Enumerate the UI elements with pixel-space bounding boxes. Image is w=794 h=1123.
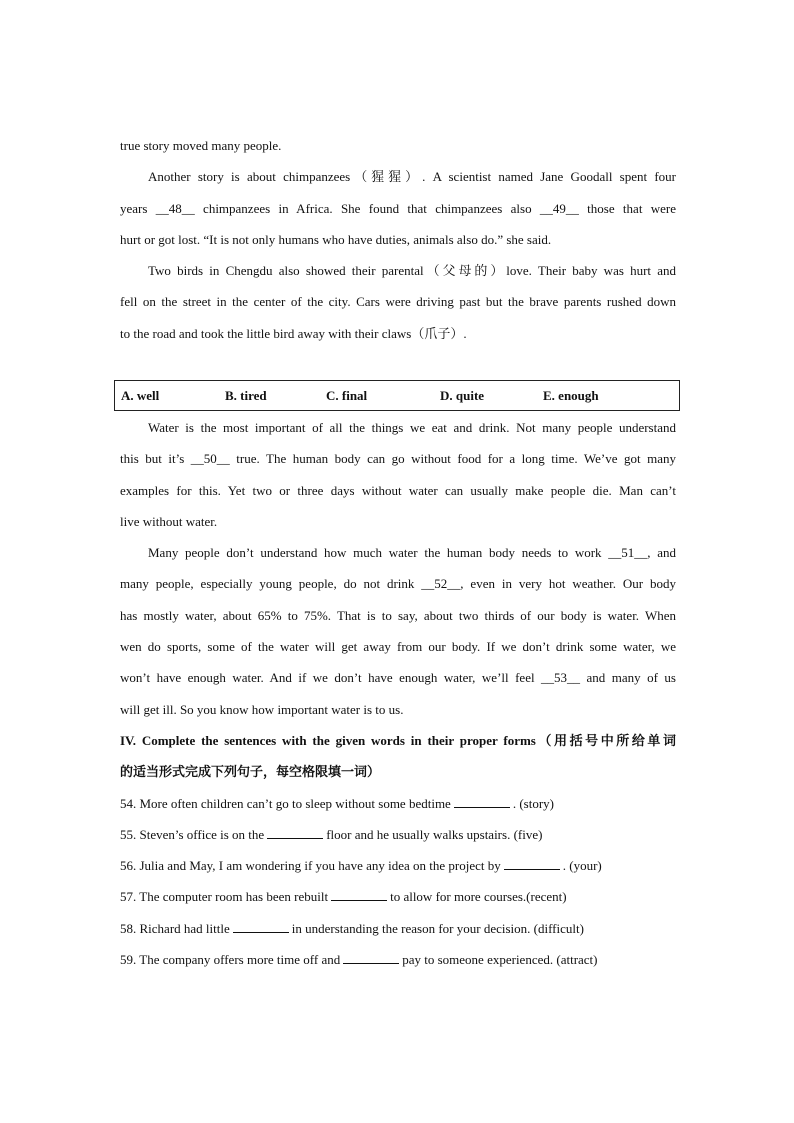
answer-blank[interactable] [267, 824, 323, 839]
option-a: A. well [121, 388, 160, 403]
question-text: 55. Steven’s office is on the [120, 826, 265, 842]
passage-a-line: Two birds in Chengdu also showed their parental（父母的）love. Their baby was hurt and [148, 263, 676, 279]
question-57 [120, 881, 676, 912]
passage-a-line: true story moved many people. [120, 138, 282, 153]
passage-b-line: Many people don’t understand how much water the human body needs to work __51__, and [148, 545, 676, 561]
question-59 [120, 944, 676, 975]
section-iv-heading-cont: 的适当形式完成下列句子，每空格限填一词） [120, 764, 381, 780]
question-text: pay to someone experienced. (attract) [402, 952, 598, 968]
question-54 [120, 788, 676, 819]
passage-a-line: to the road and took the little bird away with their claws（爪子）. [120, 325, 467, 341]
word-options-box [114, 380, 680, 411]
answer-blank[interactable] [233, 918, 289, 933]
passage-b [120, 412, 676, 975]
passage-a [120, 130, 676, 349]
answer-blank[interactable] [331, 886, 387, 901]
passage-b-line: won’t have enough water. And if we don’t have enough water, we’ll feel __53__ and many of us [120, 670, 676, 686]
passage-b-line: examples for this. Yet two or three days without water can usually make people die. Man can’t [120, 482, 676, 498]
answer-blank[interactable] [504, 855, 560, 870]
passage-b-line: many people, especially young people, do not drink __52__, even in very hot weather. Our body [120, 576, 676, 592]
question-text: in understanding the reason for your decision. (difficult) [291, 920, 584, 936]
question-text: 56. Julia and May, I am wondering if you have any idea on the project by [120, 858, 501, 874]
answer-blank[interactable] [454, 793, 510, 808]
question-text: 59. The company offers more time off and [120, 952, 341, 968]
question-text: to allow for more courses.(recent) [390, 889, 567, 905]
passage-a-line: fell on the street in the center of the city. Cars were driving past but the brave parents rushed down [120, 294, 676, 310]
question-58 [120, 913, 676, 944]
option-b: B. tired [225, 388, 267, 403]
passage-a-line: Another story is about chimpanzees（猩猩）. A scientist named Jane Goodall spent four [148, 169, 676, 185]
option-c: C. final [326, 388, 368, 403]
option-d: D. quite [440, 388, 485, 403]
passage-a-line: years __48__ chimpanzees in Africa. She found that chimpanzees also __49__ those that were [120, 200, 676, 216]
section-iv-heading: IV. Complete the sentences with the given words in their proper forms（用括号中所给单词 [120, 732, 676, 748]
question-text: . (story) [512, 795, 554, 811]
passage-b-line: wen do sports, some of the water will get away from our body. If we don’t drink some water, we [120, 639, 676, 655]
question-text: 54. More often children can’t go to sleep without some bedtime [120, 795, 451, 811]
question-text: 58. Richard had little [120, 920, 230, 936]
question-text: . (your) [562, 858, 602, 874]
answer-blank[interactable] [343, 949, 399, 964]
passage-a-line: hurt or got lost. “It is not only humans who have duties, animals also do.” she said. [120, 231, 552, 247]
question-55 [120, 819, 676, 850]
passage-b-line: this but it’s __50__ true. The human body can go without food for a long time. We’ve got many [120, 451, 676, 467]
passage-b-line: will get ill. So you know how important water is to us. [120, 701, 404, 717]
passage-b-line: has mostly water, about 65% to 75%. That is to say, about two thirds of our body is water. When [120, 607, 676, 623]
passage-b-line: Water is the most important of all the things we eat and drink. Not many people understand [148, 420, 676, 435]
question-text: 57. The computer room has been rebuilt [120, 889, 329, 905]
passage-b-line: live without water. [120, 513, 218, 529]
question-56 [120, 850, 676, 881]
option-e: E. enough [543, 388, 599, 403]
question-text: floor and he usually walks upstairs. (five) [326, 826, 543, 842]
